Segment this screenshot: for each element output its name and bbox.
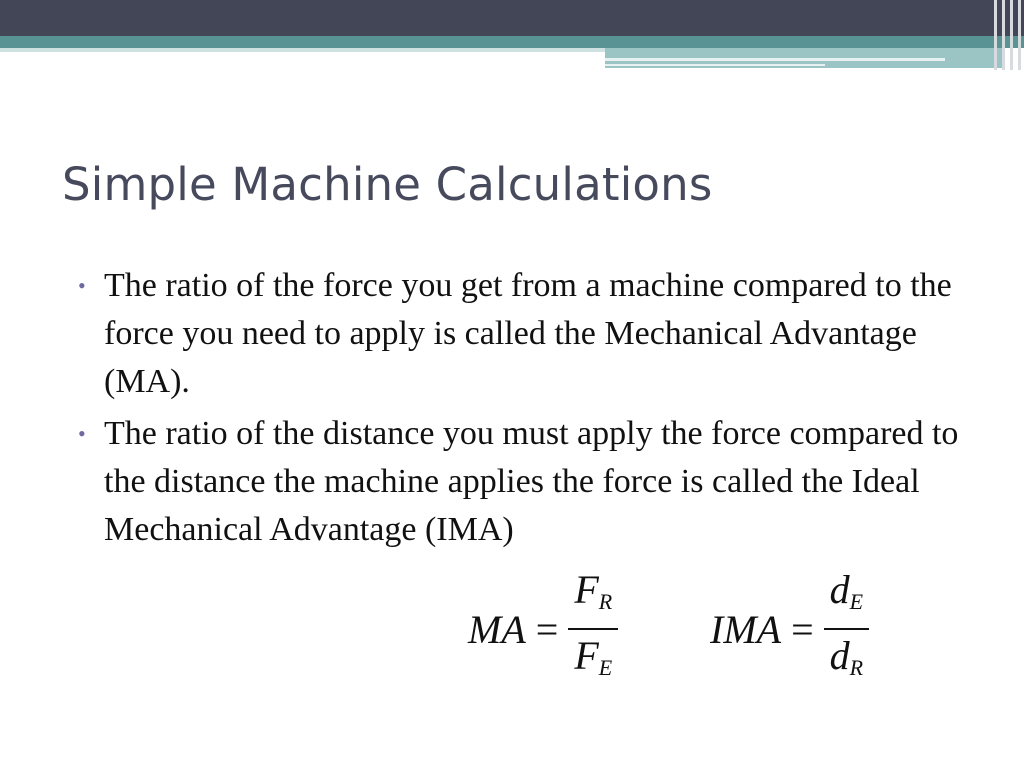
header-teal-band	[0, 36, 1024, 48]
header-right-line-2	[605, 64, 825, 66]
edge-stripes	[990, 0, 1024, 70]
formula-ma	[468, 564, 618, 694]
fraction-denominator: $d_R$	[829, 633, 864, 680]
header-dark-band	[0, 0, 1024, 36]
fraction-numerator: $d_E$	[829, 567, 864, 614]
bullet-icon: •	[78, 421, 86, 446]
header-right-line	[605, 58, 945, 61]
formula-equals: =	[535, 606, 559, 652]
bullet-list	[74, 262, 974, 558]
formula-fraction	[824, 564, 869, 694]
formula-ima	[710, 564, 869, 694]
header-light-band	[0, 48, 605, 52]
formula-fraction	[568, 564, 618, 694]
formula-equals: =	[791, 606, 814, 652]
slide-title: Simple Machine Calculations	[62, 158, 713, 211]
formula-lhs: MA	[468, 606, 526, 652]
bullet-text: The ratio of the force you get from a machine compared to the force you need to apply is called the Mechanical Advantage (MA).	[104, 267, 952, 400]
bullet-icon: •	[78, 273, 86, 298]
formula-lhs: IMA	[710, 606, 782, 652]
bullet-item-ima	[74, 410, 974, 554]
bullet-text: The ratio of the distance you must apply the force compared to the distance the machine applies the force is called the Ideal Mechanical Advantage (IMA)	[104, 415, 959, 548]
fraction-denominator: $F_E$	[574, 633, 613, 680]
bullet-item-ma	[74, 262, 974, 406]
fraction-numerator: $F_R$	[574, 567, 613, 614]
